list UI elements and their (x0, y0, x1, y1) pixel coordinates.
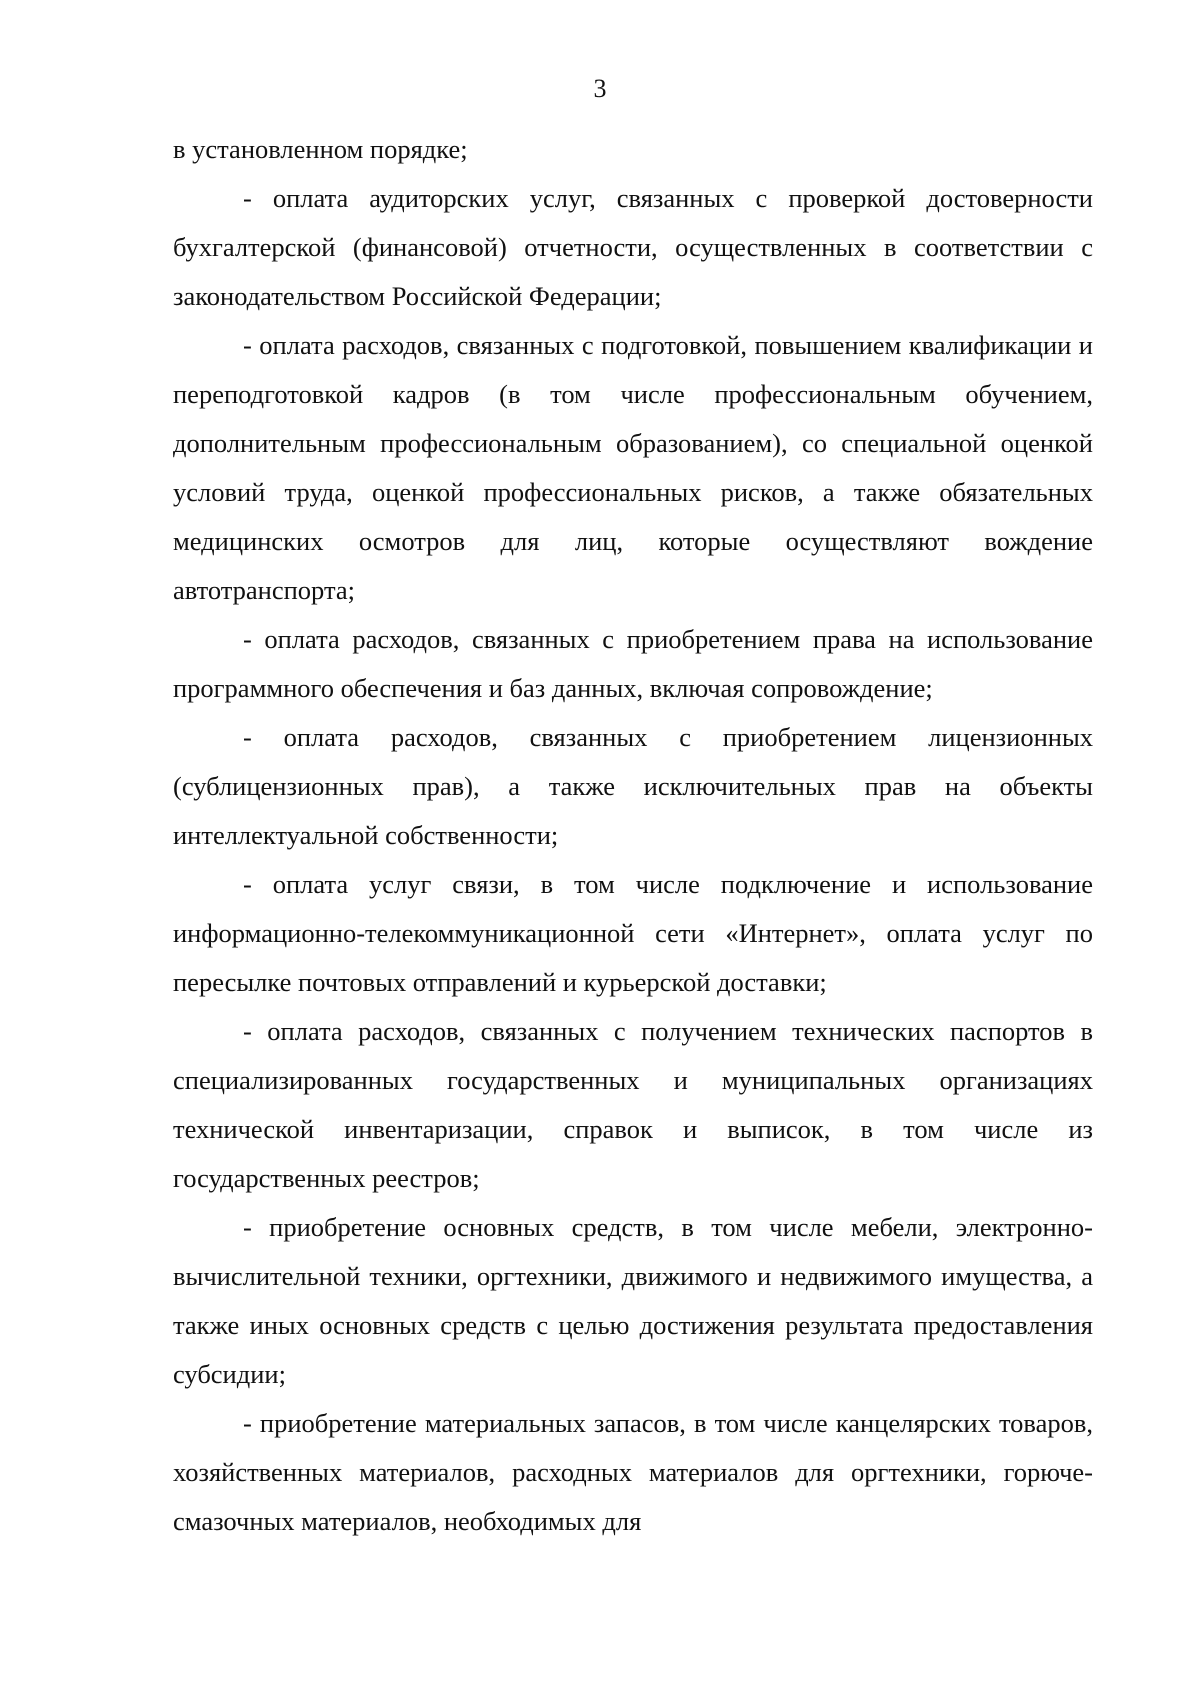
paragraph-communication-services: - оплата услуг связи, в том числе подключение и использование информационно-телекоммуникационной сети «Интернет», оплата услуг по пересылке почтовых отправлений и курьерской доставки; (173, 869, 1093, 997)
page-number: 3 (593, 74, 607, 103)
paragraph-continuation: в установленном порядке; (173, 134, 468, 164)
paragraph-technical-passports: - оплата расходов, связанных с получением технических паспортов в специализированных государственных и муниципальных организациях технической инвентаризации, справок и выписок, в том числе из государственных реестров; (173, 1016, 1093, 1193)
paragraph-audit-services: - оплата аудиторских услуг, связанных с проверкой достоверности бухгалтерской (финансовой) отчетности, осуществленных в соответствии с законодательством Российской Федерации; (173, 183, 1093, 311)
paragraph-license-rights: - оплата расходов, связанных с приобретением лицензионных (сублицензионных прав), а также исключительных прав на объекты интеллектуальной собственности; (173, 722, 1093, 850)
document-body (173, 125, 1093, 1546)
paragraph-fixed-assets: - приобретение основных средств, в том числе мебели, электронно-вычислительной техники, оргтехники, движимого и недвижимого имущества, а также иных основных средств с целью достижения результата предоставления субсидии; (173, 1212, 1093, 1389)
paragraph-software-rights: - оплата расходов, связанных с приобретением права на использование программного обеспечения и баз данных, включая сопровождение; (173, 624, 1093, 703)
paragraph-staff-training: - оплата расходов, связанных с подготовкой, повышением квалификации и переподготовкой кадров (в том числе профессиональным обучением, дополнительным профессиональным образованием), со специальной оценкой условий труда, оценкой профессиональных рисков, а также обязательных медицинских осмотров для лиц, которые осуществляют вождение автотранспорта; (173, 330, 1093, 605)
paragraph-material-stocks: - приобретение материальных запасов, в том числе канцелярских товаров, хозяйственных материалов, расходных материалов для оргтехники, горюче-смазочных материалов, необходимых для (173, 1408, 1093, 1536)
